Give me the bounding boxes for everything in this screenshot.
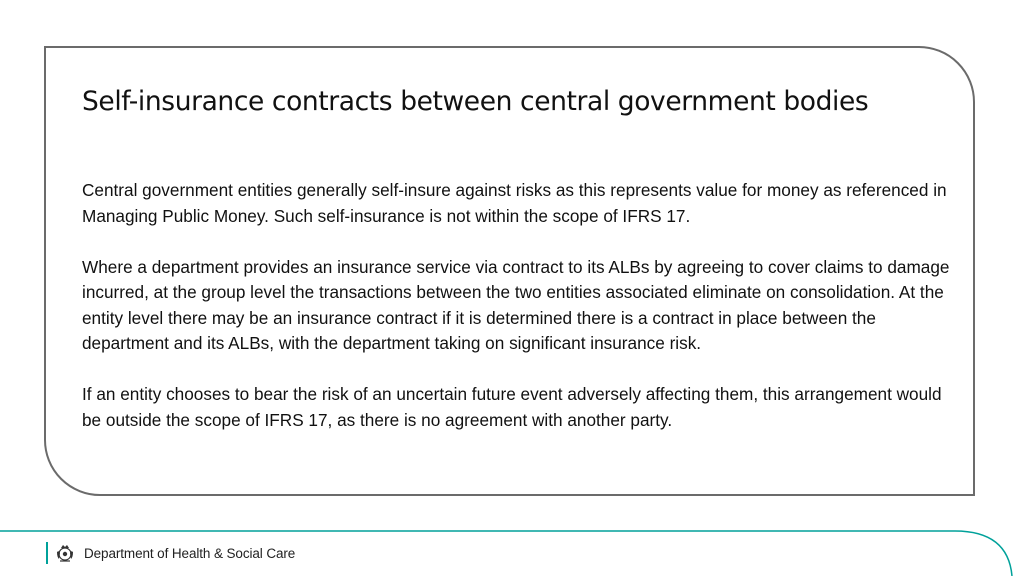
royal-crest-icon (54, 542, 76, 564)
footer (46, 540, 295, 566)
slide-body (82, 178, 962, 459)
slide-title: Self-insurance contracts between central government bodies (82, 86, 869, 117)
department-name: Department of Health & Social Care (84, 545, 296, 561)
paragraph-1: Central government entities generally self-insure against risks as this represents value for money as referenced in Managing Public Money. Such self-insurance is not within the scope of IFRS 17. (82, 180, 947, 226)
paragraph-2: Where a department provides an insurance service via contract to its ALBs by agreeing to cover claims to damage incurred, at the group level the transactions between the two entities associated eliminate on consolidation. At the entity level there may be an insurance contract if it is determined there is a contract in place between the department and its ALBs, with the department taking on significant insurance risk. (82, 256, 950, 353)
paragraph-3: If an entity chooses to bear the risk of an uncertain future event adversely affecting them, this arrangement would be outside the scope of IFRS 17, as there is no agreement with another party. (82, 384, 942, 430)
footer-accent-bar (46, 542, 48, 564)
